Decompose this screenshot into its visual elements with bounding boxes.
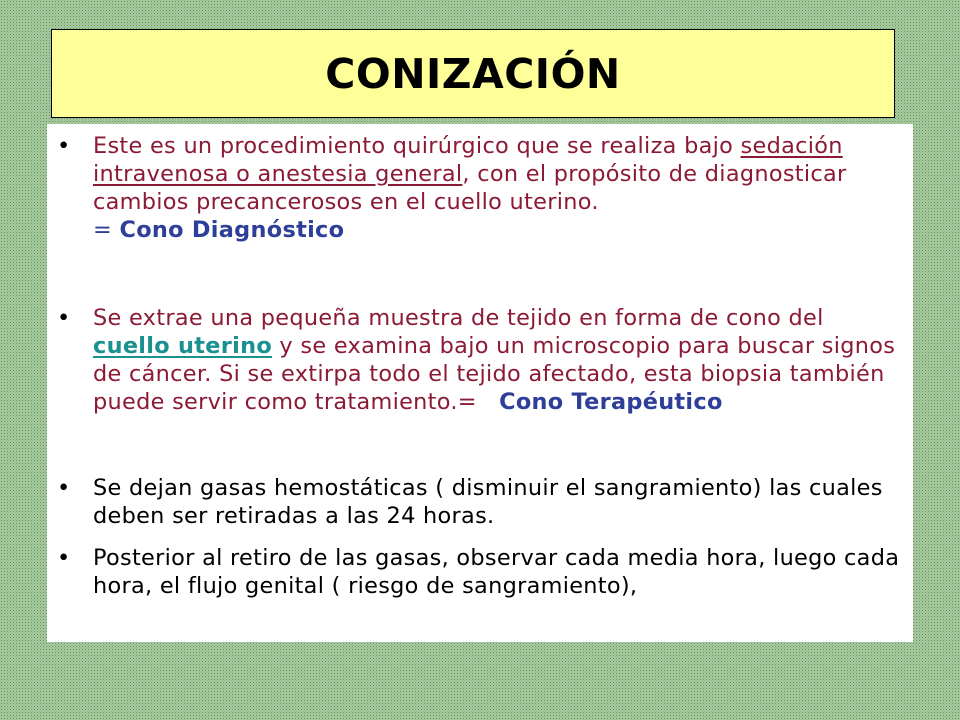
bullet-2-highlight: Cono Terapéutico [499,389,723,415]
bullet-1-text-a: Este es un procedimiento quirúrgico que se realiza bajo [93,133,741,159]
page-title: CONIZACIÓN [325,49,621,98]
content-box [47,124,913,642]
bullet-3-text: Se dejan gasas hemostáticas ( disminuir el sangramiento) las cuales deben ser retiradas a las 24 horas. [93,475,883,529]
bullet-1-eq: = [93,217,113,243]
bullet-dot-icon: • [57,545,71,571]
bullet-dot-icon: • [57,133,71,159]
bullet-4-text: Posterior al retiro de las gasas, observar cada media hora, luego cada hora, el flujo genital ( riesgo de sangramiento), [93,545,900,599]
bullet-item-4 [57,544,905,600]
bullet-1-highlight: Cono Diagnóstico [119,217,345,243]
bullet-2-text-b: y se examina bajo un microscopio para buscar signos de cáncer. Si se extirpa todo el tejido afectado, esta biopsia también puede servir como tratamiento.= [93,333,896,415]
bullet-item-1 [57,132,905,244]
bullet-1-underlined: sedación intravenosa o anestesia general [93,133,843,187]
bullet-1-text-b: , con el propósito de diagnosticar cambios precancerosos en el cuello uterino. [93,161,847,215]
bullet-dot-icon: • [57,305,71,331]
title-box [51,29,895,118]
cuello-uterino-link[interactable]: cuello uterino [93,333,272,359]
bullet-dot-icon: • [57,475,71,501]
bullet-2-text-a: Se extrae una pequeña muestra de tejido en forma de cono del [93,305,824,331]
bullet-item-2 [57,304,905,416]
bullet-item-3 [57,474,905,530]
